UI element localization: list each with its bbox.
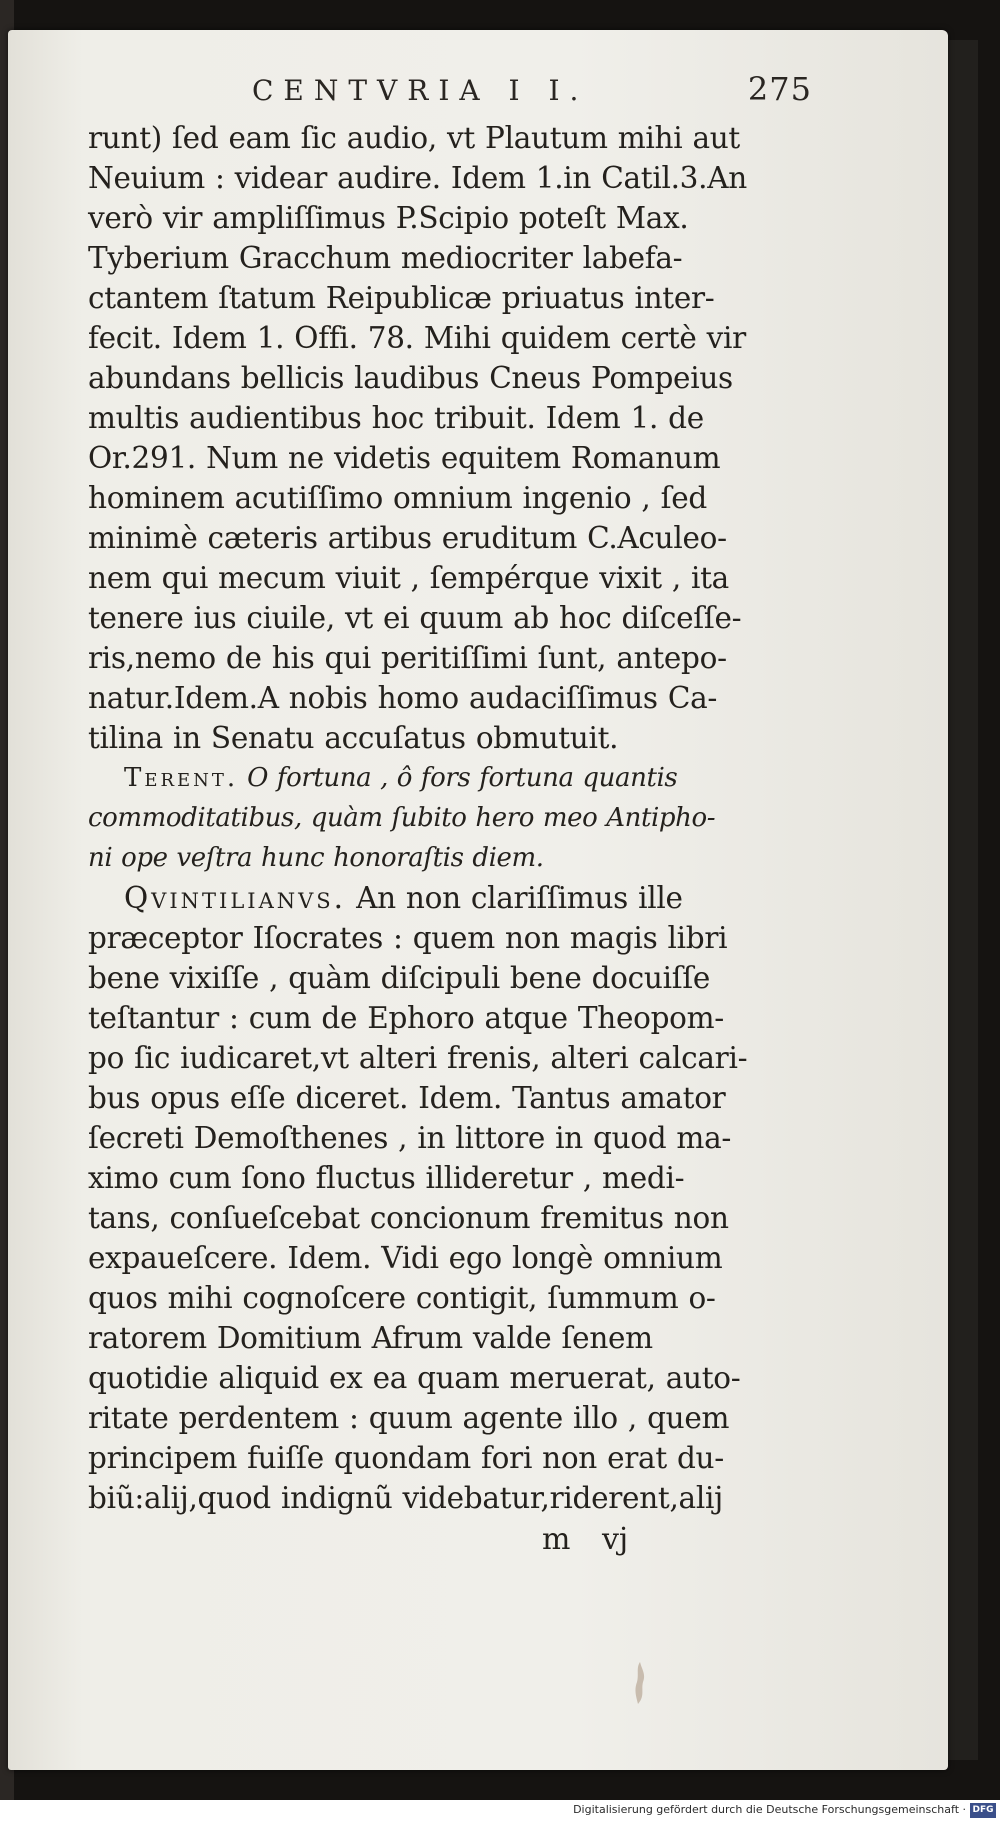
terence-text: O fortuna , ô fors fortuna quantis <box>247 763 678 793</box>
dfg-logo: DFG <box>970 1803 996 1818</box>
book-edge-right <box>948 40 978 1760</box>
text-line: Neuium : videar audire. Idem 1.in Catil.3.An <box>88 161 747 195</box>
text-line: po ſic iudicaret,vt alteri frenis, alteri calcari- <box>88 1041 748 1075</box>
ink-blot-icon <box>626 1660 656 1706</box>
text-line: quotidie aliquid ex ea quam meruerat, auto- <box>88 1361 741 1395</box>
text-line: ſecreti Demoſthenes , in littore in quod ma- <box>88 1121 732 1155</box>
speaker-quintilian: Qvintilianvs. <box>124 881 347 915</box>
body-text <box>88 118 788 1518</box>
text-line: bus opus eſſe diceret. Idem. Tantus amator <box>88 1081 726 1115</box>
text-line: Tyberium Gracchum mediocriter labefa- <box>88 241 683 275</box>
text-line: multis audientibus hoc tribuit. Idem 1. de <box>88 401 704 435</box>
text-line: biũ:alij,quod indignũ videbatur,riderent,alij <box>88 1481 723 1515</box>
terence-line <box>88 758 788 798</box>
text-line: minimè cæteris artibus eruditum C.Aculeo- <box>88 521 727 555</box>
text-line: principem fuiſſe quondam fori non erat du- <box>88 1441 724 1475</box>
text-line: hominem acutiſſimo omnium ingenio , ſed <box>88 481 707 515</box>
text-line: runt) ſed eam ſic audio, vt Plautum mihi aut <box>88 121 740 155</box>
text-line: abundans bellicis laudibus Cneus Pompeius <box>88 361 733 395</box>
text-line: ctantem ſtatum Reipublicæ priuatus inter- <box>88 281 715 315</box>
text-line: quos mihi cognoſcere contigit, ſummum o- <box>88 1281 716 1315</box>
text-line: fecit. Idem 1. Offi. 78. Mihi quidem certè vir <box>88 321 746 355</box>
quintilian-line <box>88 878 788 918</box>
footer-credit: Digitalisierung gefördert durch die Deutsche Forschungsgemeinschaft · <box>573 1803 966 1816</box>
text-line: Or.291. Num ne videtis equitem Romanum <box>88 441 721 475</box>
page-header <box>252 70 812 114</box>
text-line: ximo cum ſono fluctus illideretur , medi- <box>88 1161 685 1195</box>
page-number: 275 <box>747 70 812 108</box>
text-line: expaueſcere. Idem. Vidi ego longè omnium <box>88 1241 723 1275</box>
quintilian-text: An non clariſſimus ille <box>356 881 683 915</box>
speaker-terence: Terent. <box>124 763 239 793</box>
text-line: præceptor Iſocrates : quem non magis libri <box>88 921 728 955</box>
text-line: tenere ius ciuile, vt ei quum ab hoc diſceſſe- <box>88 601 742 635</box>
running-head: CENTVRIA I I. <box>252 74 589 107</box>
text-line: natur.Idem.A nobis homo audaciſſimus Ca- <box>88 681 718 715</box>
text-line: nem qui mecum viuit , ſempérque vixit , ita <box>88 561 729 595</box>
text-line: tilina in Senatu accuſatus obmutuit. <box>88 721 619 755</box>
text-line: ris,nemo de his qui peritiſſimi ſunt, antepo- <box>88 641 727 675</box>
terence-line: commoditatibus, quàm ſubito hero meo Antipho- <box>88 803 716 833</box>
text-line: teſtantur : cum de Ephoro atque Theopom- <box>88 1001 724 1035</box>
text-line: bene vixiſſe , quàm diſcipuli bene docuiſſe <box>88 961 711 995</box>
terence-line: ni ope veſtra hunc honoraſtis diem. <box>88 843 544 873</box>
footer-bar <box>0 1800 1000 1822</box>
text-line: verò vir ampliſſimus P.Scipio poteſt Max. <box>88 201 689 235</box>
text-line: ratorem Domitium Afrum valde ſenem <box>88 1321 653 1355</box>
signature-mark: m vj <box>542 1522 629 1557</box>
text-line: tans, conſueſcebat concionum fremitus non <box>88 1201 729 1235</box>
text-line: ritate perdentem : quum agente illo , quem <box>88 1401 730 1435</box>
